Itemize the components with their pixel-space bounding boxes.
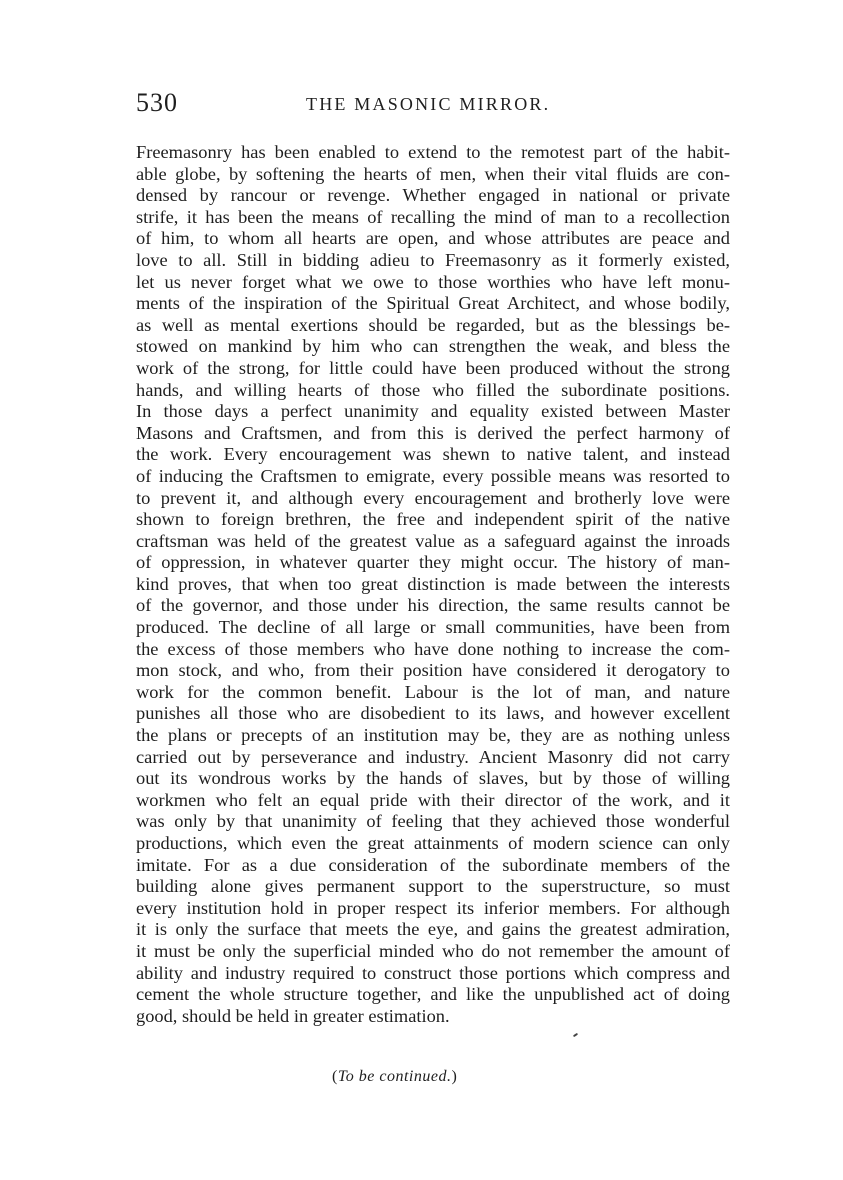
text-line: of oppression, in whatever quarter they might occur. The history of man- <box>136 552 730 573</box>
text-line: mon stock, and who, from their position have considered it derogatory to <box>136 660 730 681</box>
text-line: shown to foreign brethren, the free and independent spirit of the native <box>136 509 730 530</box>
text-line: produced. The decline of all large or small communities, have been from <box>136 617 730 638</box>
text-line: densed by rancour or revenge. Whether engaged in national or private <box>136 185 730 206</box>
continued-note <box>332 1068 457 1086</box>
text-line: was only by that unanimity of feeling that they achieved those wonderful <box>136 811 730 832</box>
page-number: 530 <box>136 88 178 117</box>
text-line: every institution hold in proper respect its inferior members. For although <box>136 897 730 918</box>
text-line: productions, which even the great attainments of modern science can only <box>136 833 730 853</box>
text-line: In those days a perfect unanimity and equality existed between Master <box>136 401 730 422</box>
article-body <box>118 142 730 1027</box>
text-line: let us never forget what we owe to those worthies who have left monu- <box>136 271 730 292</box>
text-line: Freemasonry has been enabled to extend to the remotest part of the habit- <box>136 142 730 162</box>
running-title: THE MASONIC MIRROR. <box>306 94 551 114</box>
text-line: of inducing the Craftsmen to emigrate, every possible means was resorted to <box>136 465 730 486</box>
text-line: it must be only the superficial minded who do not remember the amount of <box>136 940 730 961</box>
text-line: of him, to whom all hearts are open, and whose attributes are peace and <box>136 228 730 249</box>
text-line: cement the whole structure together, and like the unpublished act of doing <box>136 984 730 1005</box>
text-line: it is only the surface that meets the eye, and gains the greatest admiration, <box>136 919 730 940</box>
text-line: to prevent it, and although every encouragement and brotherly love were <box>136 487 730 508</box>
text-line: imitate. For as a due consideration of the subordinate members of the <box>136 854 730 875</box>
continued-text: To be continued. <box>337 1068 452 1085</box>
text-line: stowed on mankind by him who can strengthen the weak, and bless the <box>136 336 730 357</box>
text-line: love to all. Still in bidding adieu to Freemasonry as it formerly existed, <box>136 249 730 270</box>
text-line: carried out by perseverance and industry. Ancient Masonry did not carry <box>136 746 730 767</box>
continued-open-paren: ( <box>332 1068 338 1085</box>
text-line: craftsman was held of the greatest value as a safeguard against the inroads <box>136 530 730 551</box>
text-line: workmen who felt an equal pride with their director of the work, and it <box>136 789 730 810</box>
text-line: strife, it has been the means of recalling the mind of man to a recollection <box>136 206 730 227</box>
text-line: out its wondrous works by the hands of slaves, but by those of willing <box>136 768 730 789</box>
ink-speck <box>573 1033 578 1038</box>
text-line: hands, and willing hearts of those who filled the subordinate positions. <box>136 379 730 400</box>
text-line: the excess of those members who have done nothing to increase the com- <box>136 638 730 659</box>
text-line: ability and industry required to construct those portions which compress and <box>136 962 730 983</box>
continued-close-paren: ) <box>451 1068 458 1085</box>
text-line: the work. Every encouragement was shewn to native talent, and instead <box>136 444 730 465</box>
text-line: punishes all those who are disobedient to its laws, and however excellent <box>136 703 730 724</box>
text-line: of the governor, and those under his direction, the same results cannot be <box>136 595 730 616</box>
text-line: good, should be held in greater estimation. <box>136 1005 450 1026</box>
text-line: building alone gives permanent support to the superstructure, so must <box>136 876 730 897</box>
text-line: work of the strong, for little could have been produced without the strong <box>136 357 730 378</box>
text-line: as well as mental exertions should be regarded, but as the blessings be- <box>136 314 730 335</box>
text-line: work for the common benefit. Labour is the lot of man, and nature <box>136 681 730 702</box>
text-line: able globe, by softening the hearts of men, when their vital fluids are con- <box>136 163 730 184</box>
text-line: kind proves, that when too great distinction is made between the interests <box>136 573 730 594</box>
text-line: ments of the inspiration of the Spiritual Great Architect, and whose bodily, <box>136 293 730 314</box>
text-line: the plans or precepts of an institution may be, they are as nothing unless <box>136 725 730 746</box>
text-line: Masons and Craftsmen, and from this is derived the perfect harmony of <box>136 422 730 443</box>
